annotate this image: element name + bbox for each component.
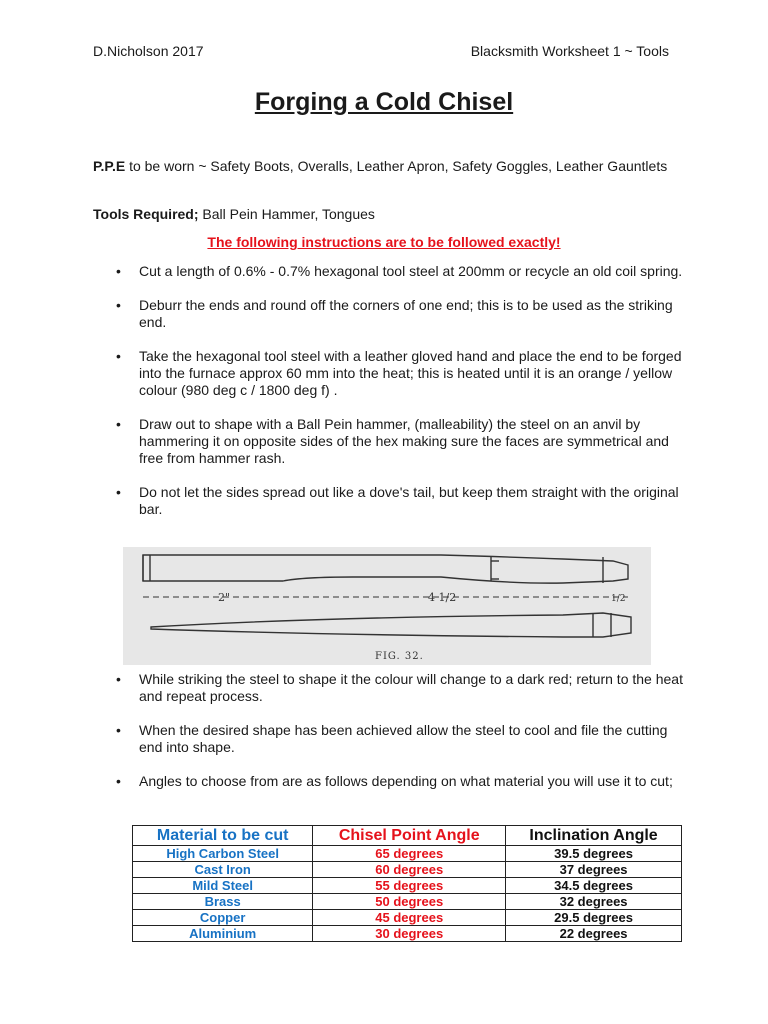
- dim-end-label: 1/2: [611, 594, 626, 604]
- header-inclination-angle: Inclination Angle: [506, 826, 682, 846]
- cell-chisel-angle: 45 degrees: [313, 910, 506, 926]
- ppe-text: to be worn ~ Safety Boots, Overalls, Leather Apron, Safety Goggles, Leather Gauntlets: [125, 158, 668, 174]
- cell-material: Copper: [133, 910, 313, 926]
- table-row: [133, 846, 682, 862]
- list-item: [93, 297, 683, 331]
- warning-text: The following instructions are to be followed exactly!: [207, 234, 561, 250]
- cell-chisel-angle: 65 degrees: [313, 846, 506, 862]
- cell-material: Brass: [133, 894, 313, 910]
- instruction-list-2: [93, 671, 683, 807]
- tools-paragraph: [93, 206, 375, 222]
- bullet-icon: •: [116, 297, 121, 313]
- table-header-row: [133, 826, 682, 846]
- table-row: [133, 926, 682, 942]
- header-worksheet-title: Blacksmith Worksheet 1 ~ Tools: [470, 43, 669, 59]
- ppe-label: P.P.E: [93, 158, 126, 174]
- dim-left-label: 2": [218, 591, 231, 604]
- cell-inclination: 32 degrees: [506, 894, 682, 910]
- header-chisel-point-angle: Chisel Point Angle: [313, 826, 506, 846]
- cell-chisel-angle: 55 degrees: [313, 878, 506, 894]
- table-row: [133, 910, 682, 926]
- instruction-list-1: [93, 263, 683, 535]
- table-row: [133, 894, 682, 910]
- step-text: Cut a length of 0.6% - 0.7% hexagonal tool steel at 200mm or recycle an old coil spring.: [139, 263, 683, 279]
- list-item: [93, 484, 683, 518]
- cell-inclination: 34.5 degrees: [506, 878, 682, 894]
- angles-table: [132, 825, 682, 942]
- bullet-icon: •: [116, 671, 121, 687]
- cell-material: Cast Iron: [133, 862, 313, 878]
- cell-inclination: 22 degrees: [506, 926, 682, 942]
- bullet-icon: •: [116, 263, 121, 279]
- table-row: [133, 862, 682, 878]
- chisel-diagram: [123, 547, 651, 665]
- bullet-icon: •: [116, 416, 121, 432]
- bullet-icon: •: [116, 773, 121, 789]
- cell-chisel-angle: 60 degrees: [313, 862, 506, 878]
- chisel-side-view: [143, 555, 628, 583]
- step-text: When the desired shape has been achieved allow the steel to cool and file the cutting end into shape.: [139, 722, 668, 755]
- list-item: [93, 671, 683, 705]
- list-item: [93, 416, 683, 467]
- table-row: [133, 878, 682, 894]
- step-text: Deburr the ends and round off the corners of one end; this is to be used as the striking end.: [139, 297, 673, 330]
- cell-inclination: 37 degrees: [506, 862, 682, 878]
- bullet-icon: •: [116, 722, 121, 738]
- bullet-icon: •: [116, 484, 121, 500]
- figure-caption: FIG. 32.: [375, 651, 424, 662]
- list-item: [93, 263, 683, 280]
- tools-text: Ball Pein Hammer, Tongues: [198, 206, 375, 222]
- cell-material: High Carbon Steel: [133, 846, 313, 862]
- step-text: While striking the steel to shape it the colour will change to a dark red; return to the heat and repeat process.: [139, 671, 683, 704]
- cell-material: Mild Steel: [133, 878, 313, 894]
- chisel-top-view: [151, 613, 631, 637]
- list-item: [93, 722, 683, 756]
- tools-label: Tools Required;: [93, 206, 199, 222]
- bullet-icon: •: [116, 348, 121, 364]
- list-item: [93, 348, 683, 399]
- step-text: Take the hexagonal tool steel with a leather gloved hand and place the end to be forged into the furnace approx 60 mm into the heat; this is heated until it is an orange / yellow colour (980 deg c / 1800 deg f) .: [139, 348, 682, 398]
- cell-material: Aluminium: [133, 926, 313, 942]
- header-material: Material to be cut: [133, 826, 313, 846]
- list-item: [93, 773, 683, 790]
- ppe-paragraph: [93, 158, 683, 175]
- cell-inclination: 29.5 degrees: [506, 910, 682, 926]
- header-author: D.Nicholson 2017: [93, 43, 204, 59]
- dim-right-label: 4 1/2: [428, 591, 457, 604]
- page-title: Forging a Cold Chisel: [254, 88, 514, 116]
- cell-chisel-angle: 50 degrees: [313, 894, 506, 910]
- step-text: Do not let the sides spread out like a dove's tail, but keep them straight with the original bar.: [139, 484, 679, 517]
- step-text: Angles to choose from are as follows depending on what material you will use it to cut;: [139, 773, 673, 789]
- cell-chisel-angle: 30 degrees: [313, 926, 506, 942]
- cell-inclination: 39.5 degrees: [506, 846, 682, 862]
- step-text: Draw out to shape with a Ball Pein hammer, (malleability) the steel on an anvil by hammering it on opposite sides of the hex making sure the faces are symmetrical and free from hammer rash.: [139, 416, 669, 466]
